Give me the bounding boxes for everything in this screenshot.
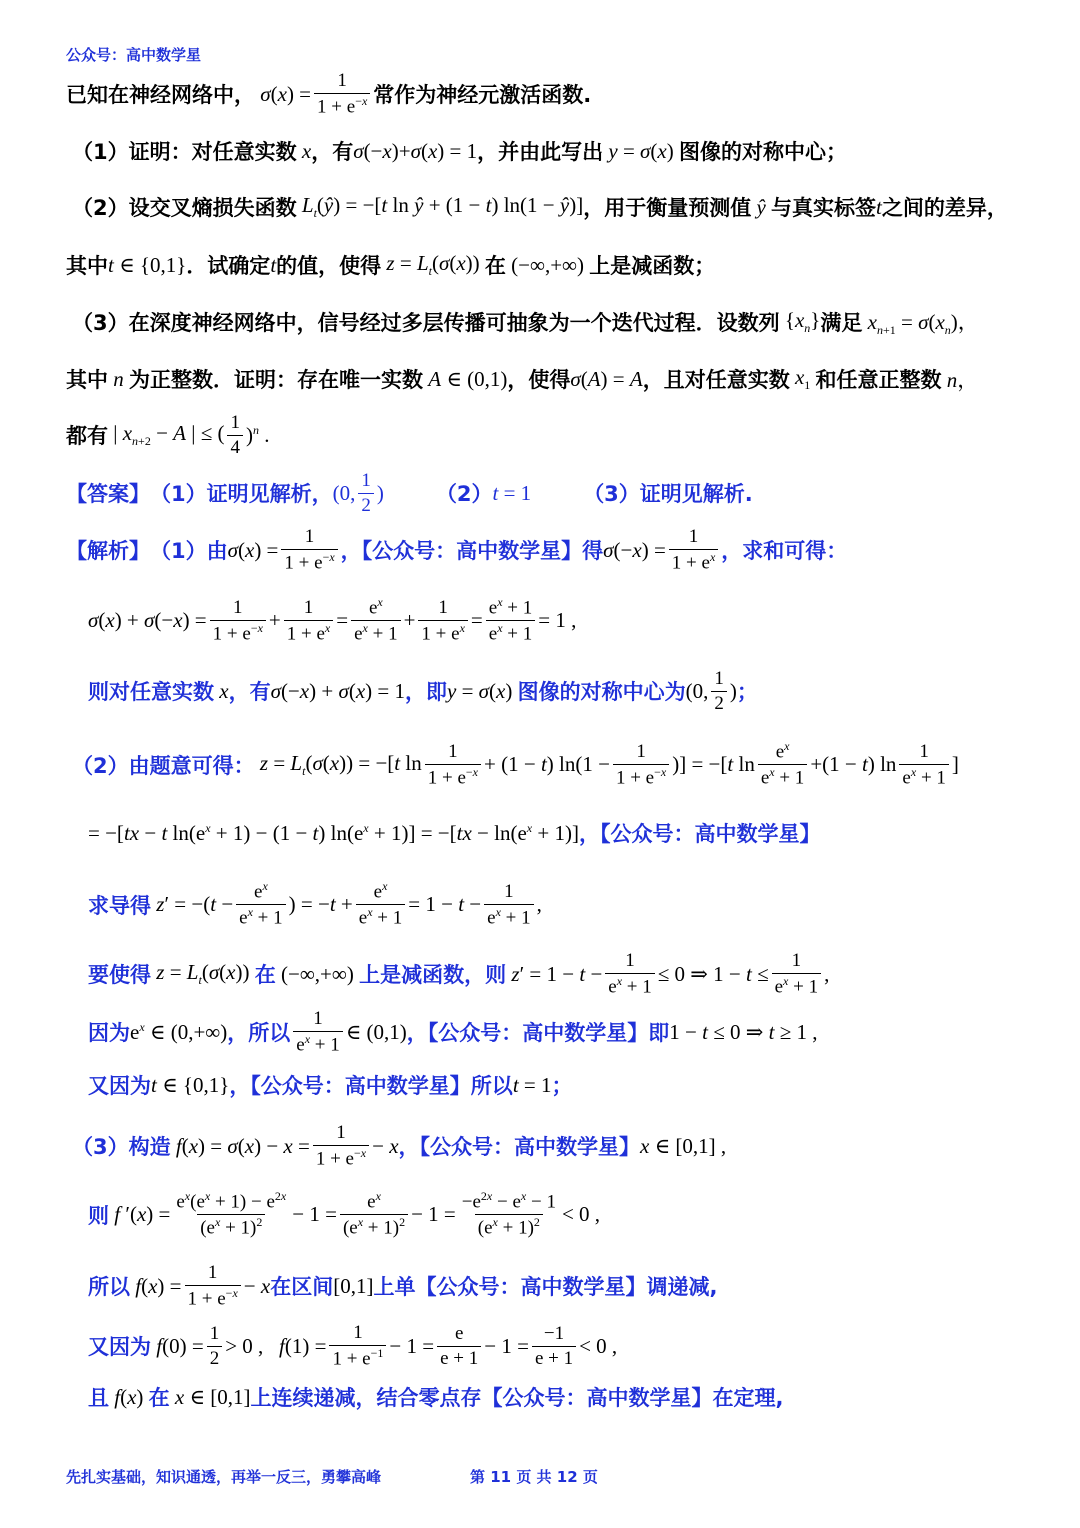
solution-3-derivative: 则 f ′(x) = $\frac{e^x(e^x + 1) - e^{2x}}{(e^x + 1)^2}$ − 1 = $\frac{e^x}{(e^x + 1)^2}$ − 1 = $\frac{-e^{2x} - e^x - 1}{(e^x + 1)^2}$ < 0 , [88,1189,601,1239]
problem-part-2-line-2: 其中 t ∈ {0,1} ．试确定 t 的值，使得 $z = L_t(\sigma(x))$ 在 (−∞,+∞) 上是减函数； [66,250,716,279]
problem-part-1: （1） 证明：对任意实数 x ，有 σ(−x)+σ(x) = 1 ，并由此写出 y = σ(x) 图像的对称中心； [72,138,847,164]
answer-line: 【答案】 （1）证明见解析， (0, $\frac{1}{2}$ ) （2） t = 1 （3）证明见解析. [66,470,753,516]
solution-3-values: 又因为 f(0) = $\frac{1}{2}$ > 0 , f(1) = $\frac{1}{1 + e^{-1}}$ − 1 = $\frac{e}{e + 1}$ − 1 = $\frac{-1}{e + 1}$ < 0 , [88,1322,618,1370]
solution-1-line-1: 【解析】 （1）由 σ(x) = $\frac{1}{1 + e^{-x}}$ ，【公众号：高中数学星】得 σ(−x) = $\frac{1}{1 + e^x}$ ，求和可得： [66,526,848,574]
footer-slogan: 先扎实基础，知识通透，再举一反三，勇攀高峰 [66,1468,382,1486]
solution-2-derivative: 求导得 z′ = −(t − $\frac{e^x}{e^x + 1}$ ) = −t + $\frac{e^x}{e^x + 1}$ = 1 − t − $\frac{1}{e^x + 1}$ , [88,879,542,929]
solution-1-conclusion: 则对任意实数 x ，有 σ(−x) + σ(x) = 1 ，即 y = σ(x) 图像的对称中心为 (0, $\frac{1}{2}$ ) ； [88,668,758,714]
problem-part-3-line-2: 其中 n 为正整数．证明：存在唯一实数 A ∈ (0,1) ，使得 σ(A) = A ，且对任意实数 $x_1$ 和任意正整数 n， [66,364,979,393]
solution-2-line-1: （2）由题意可得： $z = L_t(\sigma(x)) = -[t$ ln $\frac{1}{1 + e^{-x}}$ + (1 − t) ln(1 − $\frac{1}{1 + e^{-x}}$ )] = −[t ln $\frac{e^x}{e^x + 1}$ +(1 − t) ln $\frac{1}{e^x + 1}$ ] [72,739,959,789]
solution-2-line-2: = −[tx − t $\ln(e^x + 1) - (1 - t) \ln(e^x + 1)] = -[tx - \ln(e^x + 1)]$ ，【公众号：高中数学星】 [88,820,821,846]
problem-part-3-line-1: （3） 在深度神经网络中，信号经过多层传播可抽象为一个迭代过程．设数列 $\{x_n\}$ 满足 $x_{n+1} = \sigma(x_n)$， [72,308,979,338]
problem-part-3-line-3: 都有 | $x_{n+2} - A$ | ≤ ( $\frac{1}{4}$ )$^n$ . [66,412,270,458]
footer-page-info: 第 11 页 共 12 页 [470,1468,598,1486]
solution-2-range: 因为 $e^x$ ∈ (0,+∞) ，所以 $\frac{1}{e^x + 1}$ ∈ (0,1) ，【公众号：高中数学星】即 1 − t ≤ 0 ⇒ t ≥ 1 , [88,1008,818,1056]
problem-intro: 已知在神经网络中， σ(x) = $\frac{1}{1 + e^{-x}}$ 常作为神经元激活函数. [66,70,592,118]
solution-1-sum: σ(x) + σ(−x) = $\frac{1}{1 + e^{-x}}$ + $\frac{1}{1 + e^x}$ = $\frac{e^x}{e^x + 1}$ + $\frac{1}{1 + e^x}$ = $\frac{e^x + 1}{e^x + 1}$ = 1 , [88,595,577,645]
solution-3-continuity: 且 f(x) 在 x ∈ [0,1] 上连续递减，结合零点存【公众号：高中数学星】在定理, [88,1384,784,1410]
solution-2-result: 又因为 t ∈ {0,1} ，【公众号：高中数学星】所以 t = 1 ； [88,1072,573,1098]
solution-3-construct: （3）构造 f(x) = σ(x) − x = $\frac{1}{1 + e^{-x}}$ − x ，【公众号：高中数学星】 x ∈ [0,1] , [72,1122,727,1170]
problem-part-2-line-1: （2） 设交叉熵损失函数 $L_t(ŷ) = -[t$ ln ŷ + (1 − t) ln(1 − ŷ)] ，用于衡量预测值 ŷ 与真实标签 t 之间的差异， [72,192,1008,221]
solution-2-condition: 要使得 $z = L_t(\sigma(x))$ 在 (−∞,+∞) 上是减函数，则 z′ = 1 − t − $\frac{1}{e^x + 1}$ ≤ 0 ⇒ 1 − t ≤ $\frac{1}{e^x + 1}$ , [88,950,830,998]
solution-3-monotone: 所以 f(x) = $\frac{1}{1 + e^{-x}}$ − x 在区间 [0,1] 上单【公众号：高中数学星】调递减, [88,1262,718,1310]
header-brand: 公众号：高中数学星 [66,46,202,64]
